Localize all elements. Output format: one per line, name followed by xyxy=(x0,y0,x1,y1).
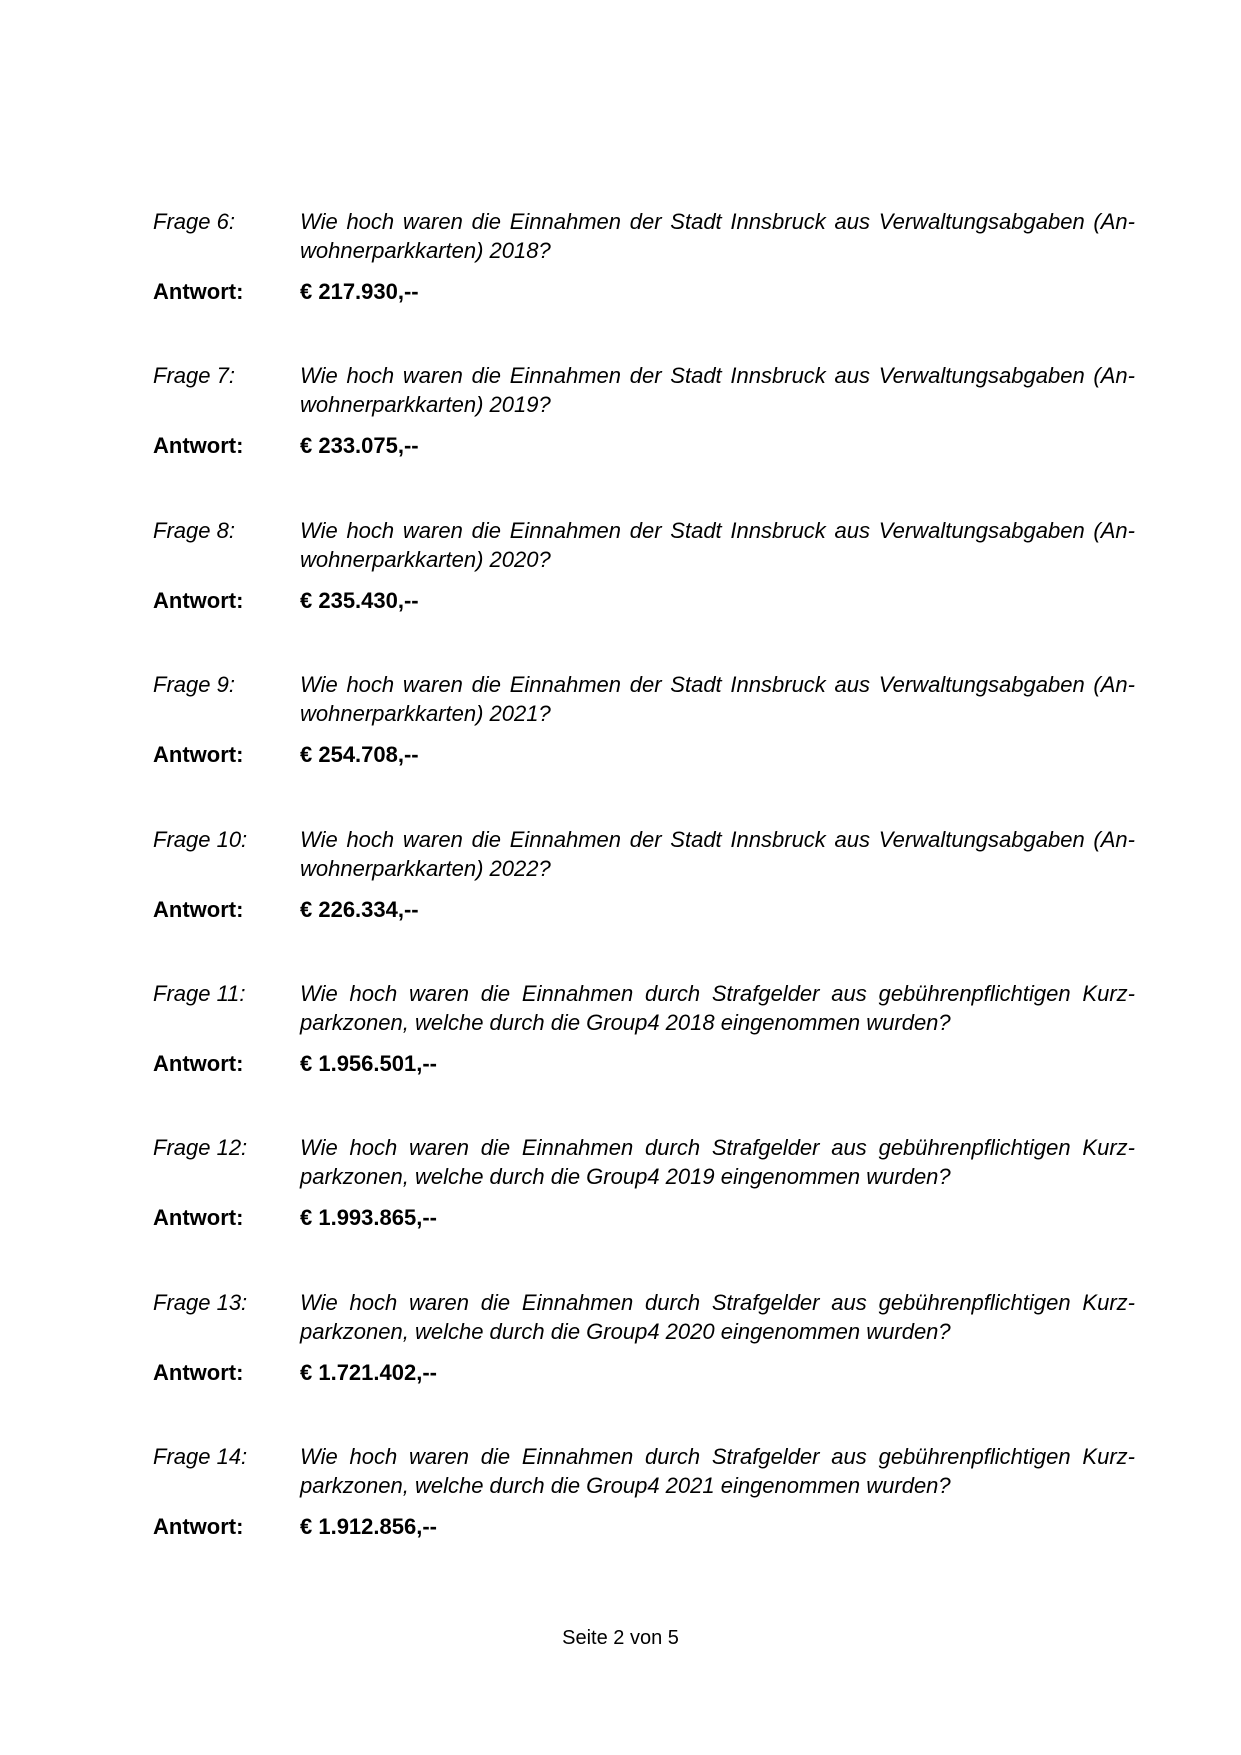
question-text: Wie hoch waren die Einnahmen durch Strafgelder aus gebührenpflichtigen Kurzparkzonen, welche durch die Group4 2018 eingenommen wurden? xyxy=(300,980,1135,1035)
question-text: Wie hoch waren die Einnahmen der Stadt Innsbruck aus Verwaltungsabgaben (Anwohnerparkkarten) 2021? xyxy=(300,672,1135,727)
answer-label: Antwort: xyxy=(153,1205,244,1231)
page-number: Seite 2 von 5 xyxy=(562,1627,679,1649)
question-row xyxy=(153,979,1135,1037)
answer-row xyxy=(153,1203,1135,1232)
answer-label: Antwort: xyxy=(153,279,244,304)
question-label: Frage 7: xyxy=(153,363,235,389)
question-text: Wie hoch waren die Einnahmen durch Strafgelder aus gebührenpflichtigen Kurzparkzonen, welche durch die Group4 2020 eingenommen wurden? xyxy=(300,1289,1135,1344)
answer-row xyxy=(153,1358,1135,1387)
question-row xyxy=(153,1288,1135,1346)
question-text: Wie hoch waren die Einnahmen der Stadt Innsbruck aus Verwaltungsabgaben (Anwohnerparkkarten) 2022? xyxy=(300,826,1135,881)
question-label: Frage 13: xyxy=(153,1289,248,1315)
question-text: Wie hoch waren die Einnahmen der Stadt Innsbruck aus Verwaltungsabgaben (Anwohnerparkkarten) 2018? xyxy=(300,209,1135,263)
answer-row xyxy=(153,431,1135,460)
answer-label: Antwort: xyxy=(153,587,244,613)
answer-row xyxy=(153,586,1135,615)
qa-item-7 xyxy=(153,361,1135,515)
question-label: Frage 9: xyxy=(153,672,235,698)
qa-item-13 xyxy=(153,1288,1135,1442)
answer-row xyxy=(153,1049,1135,1078)
answer-label: Antwort: xyxy=(153,1514,244,1540)
qa-item-10 xyxy=(153,825,1135,979)
question-row xyxy=(153,207,1135,265)
qa-list xyxy=(153,207,1135,1597)
answer-row xyxy=(153,277,1135,306)
answer-value: € 1.912.856,-- xyxy=(300,1514,437,1540)
question-row xyxy=(153,361,1135,419)
question-row xyxy=(153,825,1135,883)
qa-item-6 xyxy=(153,207,1135,361)
question-label: Frage 14: xyxy=(153,1444,248,1470)
answer-label: Antwort: xyxy=(153,742,244,768)
qa-item-8 xyxy=(153,516,1135,670)
answer-row xyxy=(153,895,1135,924)
question-label: Frage 6: xyxy=(153,209,235,234)
question-text: Wie hoch waren die Einnahmen der Stadt Innsbruck aus Verwaltungsabgaben (Anwohnerparkkarten) 2020? xyxy=(300,517,1135,572)
answer-value: € 1.993.865,-- xyxy=(300,1205,437,1231)
question-row xyxy=(153,516,1135,574)
answer-value: € 226.334,-- xyxy=(300,896,419,922)
answer-label: Antwort: xyxy=(153,1359,244,1385)
question-row xyxy=(153,670,1135,728)
question-label: Frage 8: xyxy=(153,517,235,543)
answer-value: € 1.721.402,-- xyxy=(300,1359,437,1385)
answer-value: € 233.075,-- xyxy=(300,433,419,459)
question-label: Frage 10: xyxy=(153,826,248,852)
question-label: Frage 12: xyxy=(153,1135,248,1161)
answer-label: Antwort: xyxy=(153,896,244,922)
question-text: Wie hoch waren die Einnahmen durch Strafgelder aus gebührenpflichtigen Kurzparkzonen, welche durch die Group4 2021 eingenommen wurden? xyxy=(300,1444,1135,1499)
answer-row xyxy=(153,740,1135,769)
answer-label: Antwort: xyxy=(153,433,244,459)
qa-item-14 xyxy=(153,1442,1135,1596)
answer-value: € 217.930,-- xyxy=(300,279,419,304)
qa-item-12 xyxy=(153,1133,1135,1287)
qa-item-11 xyxy=(153,979,1135,1133)
answer-label: Antwort: xyxy=(153,1050,244,1076)
question-row xyxy=(153,1442,1135,1500)
qa-item-9 xyxy=(153,670,1135,824)
question-text: Wie hoch waren die Einnahmen der Stadt Innsbruck aus Verwaltungsabgaben (Anwohnerparkkarten) 2019? xyxy=(300,363,1135,418)
question-label: Frage 11: xyxy=(153,980,246,1006)
question-text: Wie hoch waren die Einnahmen durch Strafgelder aus gebührenpflichtigen Kurzparkzonen, welche durch die Group4 2019 eingenommen wurden? xyxy=(300,1135,1135,1190)
answer-value: € 1.956.501,-- xyxy=(300,1050,437,1076)
answer-value: € 235.430,-- xyxy=(300,587,419,613)
answer-value: € 254.708,-- xyxy=(300,742,419,768)
question-row xyxy=(153,1133,1135,1191)
answer-row xyxy=(153,1512,1135,1541)
